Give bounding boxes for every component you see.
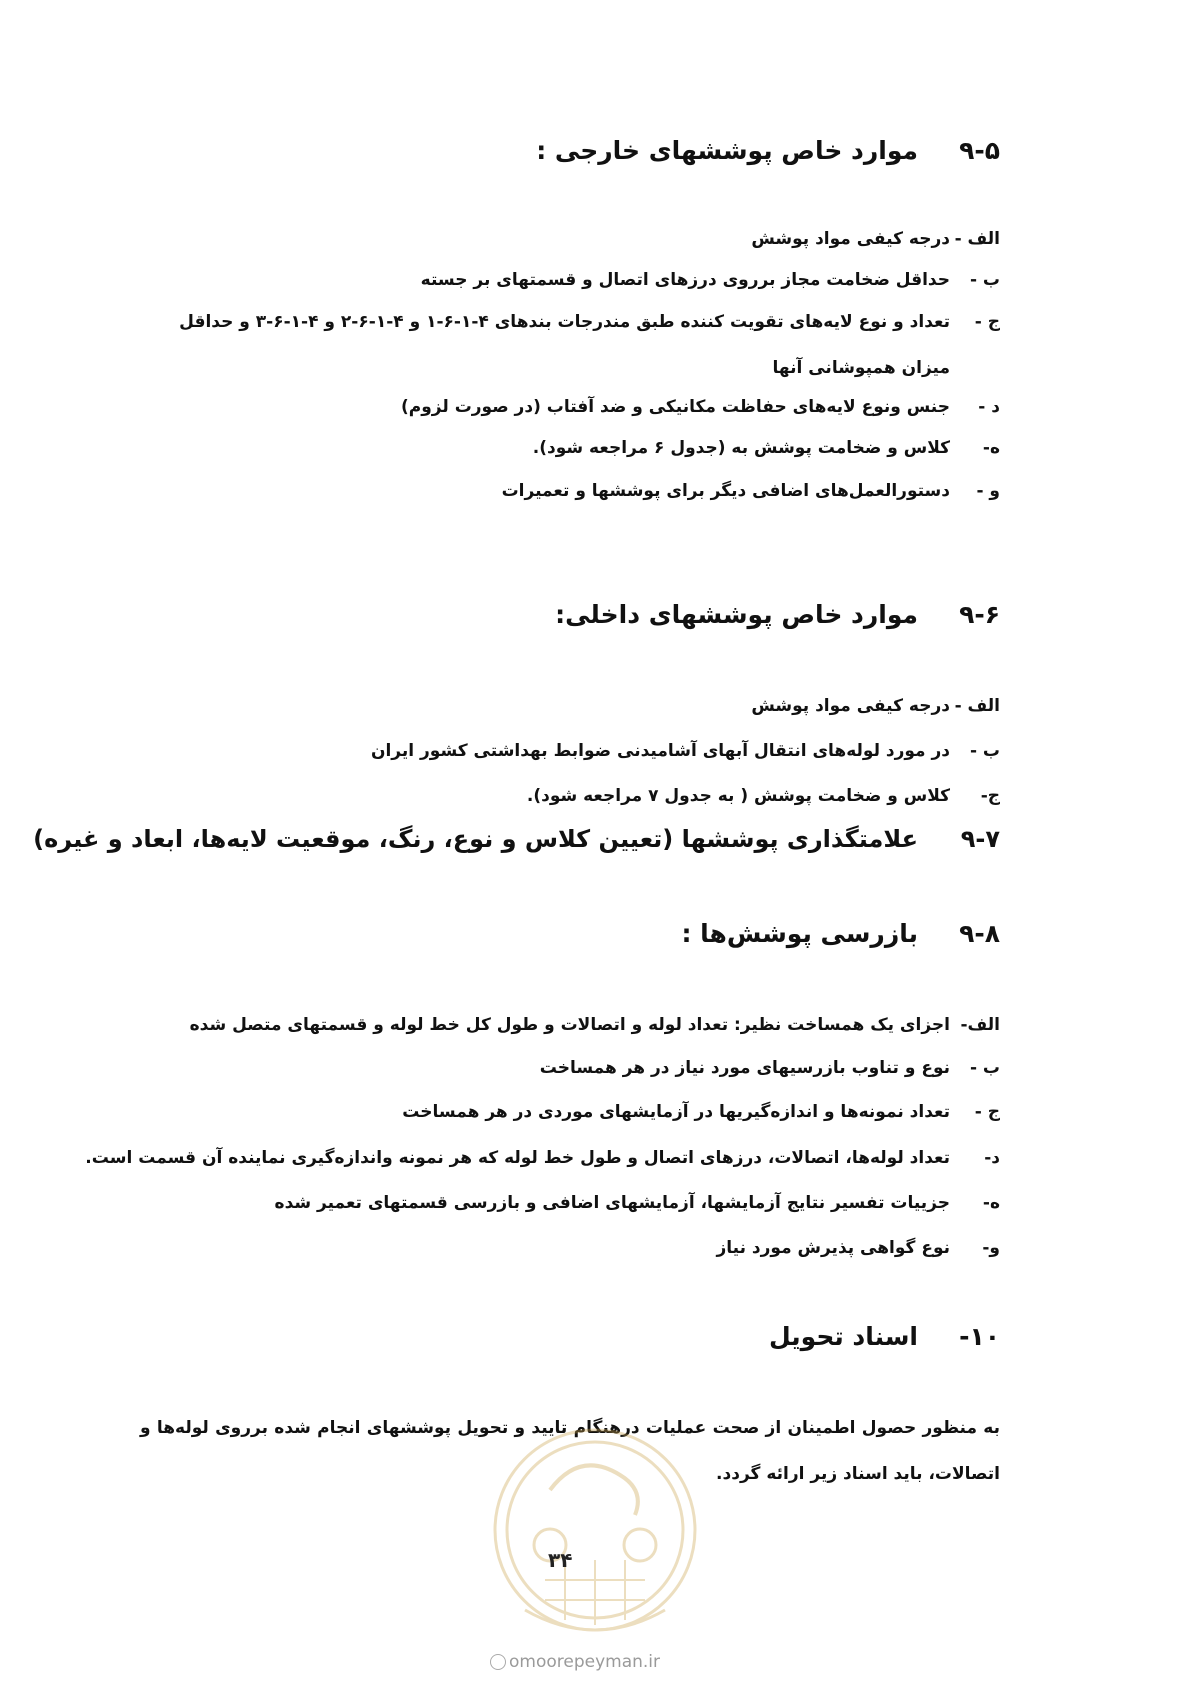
item-marker: ب - xyxy=(969,270,1000,290)
item-marker: ه- xyxy=(982,1193,1000,1213)
item-marker: و - xyxy=(976,481,1000,501)
item-text: کلاس و ضخامت پوشش به (جدول ۶ مراجعه شود). xyxy=(532,438,950,458)
list-item xyxy=(717,1234,1001,1262)
section-paragraph: به منظور حصول اطمینان از صحت عملیات درهنگام تایید و تحویل پوششهای انجام شده برروی لوله‌ها و اتصالات، باید اسناد زیر ارائه گردد. xyxy=(140,1418,1000,1484)
list-item xyxy=(371,737,1000,765)
list-item xyxy=(402,1098,1000,1126)
item-marker: ج - xyxy=(974,1102,1000,1122)
section-title: موارد خاص پوششهای داخلی: xyxy=(555,600,918,629)
item-marker: ب - xyxy=(969,741,1000,761)
section-heading-10 xyxy=(769,1322,1000,1351)
watermark-logo-icon xyxy=(470,1420,720,1650)
item-text: جزییات تفسیر نتایج آزمایشها، آزمایشهای اضافی و بازرسی قسمتهای تعمیر شده xyxy=(274,1193,950,1213)
list-item xyxy=(533,434,1000,462)
section-number: ۹-۶ xyxy=(959,600,1000,629)
list-item xyxy=(540,1054,1000,1082)
list-item xyxy=(751,225,1000,253)
section-title: علامتگذاری پوششها (تعیین کلاس و نوع، رنگ، موقعیت لایه‌ها، ابعاد و غیره) xyxy=(33,825,918,853)
item-marker: الف - xyxy=(954,696,1000,716)
section-number: ۹-۵ xyxy=(959,136,1000,165)
item-marker: د- xyxy=(984,1148,1000,1168)
list-item xyxy=(751,692,1000,720)
item-text: نوع گواهی پذیرش مورد نیاز xyxy=(716,1238,950,1258)
list-item xyxy=(401,393,1000,421)
section-number: ۹-۸ xyxy=(959,919,1000,948)
item-text: در مورد لوله‌های انتقال آبهای آشامیدنی ضوابط بهداشتی کشور ایران xyxy=(370,741,950,761)
list-item xyxy=(421,266,1000,294)
item-text: درجه کیفی مواد پوشش xyxy=(751,696,950,716)
item-text: جنس ونوع لایه‌های حفاظت مکانیکی و ضد آفتاب (در صورت لزوم) xyxy=(401,397,950,417)
section-heading-9-5 xyxy=(536,136,1000,165)
section-number: ۱۰- xyxy=(959,1322,1000,1351)
section-number: ۹-۷ xyxy=(960,825,1000,853)
item-marker: ب - xyxy=(969,1058,1000,1078)
list-item xyxy=(85,1144,1000,1172)
item-text: حداقل ضخامت مجاز برروی درزهای اتصال و قسمتهای بر جسته xyxy=(420,270,950,290)
watermark-site xyxy=(490,1652,660,1672)
item-marker: الف - xyxy=(954,229,1000,249)
section-title: بازرسی پوشش‌ها : xyxy=(681,919,918,948)
list-item xyxy=(140,299,1000,391)
item-marker: الف- xyxy=(960,1015,1000,1035)
item-text: درجه کیفی مواد پوشش xyxy=(751,229,950,249)
item-marker: و- xyxy=(982,1238,1000,1258)
item-text: دستورالعمل‌های اضافی دیگر برای پوششها و تعمیرات xyxy=(501,481,950,501)
item-marker: ج - xyxy=(974,312,1000,332)
list-item xyxy=(502,477,1000,505)
section-title: اسناد تحویل xyxy=(768,1322,918,1351)
section-title: موارد خاص پوششهای خارجی : xyxy=(536,136,918,165)
section-heading-9-7 xyxy=(33,825,1000,853)
section-heading-9-8 xyxy=(681,919,1000,948)
list-item xyxy=(275,1189,1000,1217)
item-text: تعداد لوله‌ها، اتصالات، درزهای اتصال و طول خط لوله که هر نمونه واندازه‌گیری نماینده آن قسمت است. xyxy=(85,1148,950,1168)
item-text: نوع و تناوب بازرسیهای مورد نیاز در هر همساخت xyxy=(539,1058,950,1078)
item-text: تعداد و نوع لایه‌های تقویت کننده طبق مندرجات بندهای ۴-۱-۶-۱ و ۴-۱-۶-۲ و ۴-۱-۶-۳ و حداقل میزان همپوشانی آنها xyxy=(179,312,950,378)
item-marker: د - xyxy=(978,397,1000,417)
list-item xyxy=(190,1011,1000,1039)
list-item xyxy=(527,782,1000,810)
page-number: ۳۴ xyxy=(548,1548,573,1572)
section-heading-9-6 xyxy=(555,600,1000,629)
globe-icon xyxy=(490,1654,506,1670)
site-text: omoorepeyman.ir xyxy=(509,1652,661,1672)
item-text: اجزای یک همساخت نظیر: تعداد لوله و اتصالات و طول کل خط لوله و قسمتهای متصل شده xyxy=(189,1015,950,1035)
item-text: کلاس و ضخامت پوشش ( به جدول ۷ مراجعه شود). xyxy=(526,786,950,806)
item-marker: ه- xyxy=(982,438,1000,458)
item-marker: ج- xyxy=(980,786,1000,806)
item-text: تعداد نمونه‌ها و اندازه‌گیریها در آزمایشهای موردی در هر همساخت xyxy=(402,1102,950,1122)
